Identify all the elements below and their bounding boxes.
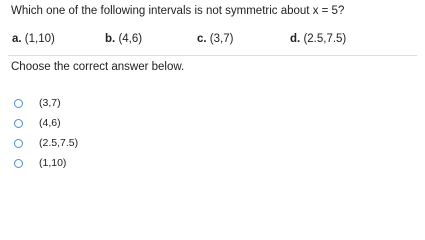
answer-option[interactable] (14, 113, 78, 133)
choices-row (0, 33, 425, 49)
choice-c-letter: c. (197, 33, 207, 45)
answer-option[interactable] (14, 93, 78, 113)
choice-a-letter: a. (12, 33, 22, 45)
radio-button[interactable] (14, 99, 23, 108)
answer-option[interactable] (14, 153, 78, 173)
divider (8, 55, 417, 56)
choice-a-value: (1,10) (24, 33, 55, 45)
choice-a (12, 33, 55, 45)
answer-option-label: (4,6) (39, 117, 61, 129)
radio-button[interactable] (14, 119, 23, 128)
choice-d (290, 33, 346, 45)
answer-option-label: (3,7) (39, 97, 61, 109)
answer-option-label: (2.5,7.5) (39, 137, 79, 149)
choice-b-letter: b. (105, 33, 116, 45)
choice-c-value: (3,7) (209, 33, 234, 45)
choice-b (105, 33, 142, 45)
radio-button[interactable] (14, 159, 23, 168)
answer-option-label: (1,10) (39, 157, 67, 169)
instruction-text: Choose the correct answer below. (11, 61, 185, 73)
choice-c (197, 33, 233, 45)
answer-option[interactable] (14, 133, 78, 153)
choice-d-letter: d. (290, 33, 301, 45)
choice-b-value: (4,6) (118, 33, 143, 45)
radio-button[interactable] (14, 139, 23, 148)
answer-options (14, 93, 78, 173)
choice-d-value: (2.5,7.5) (303, 33, 347, 45)
question-text: Which one of the following intervals is not symmetric about x = 5? (11, 5, 345, 17)
